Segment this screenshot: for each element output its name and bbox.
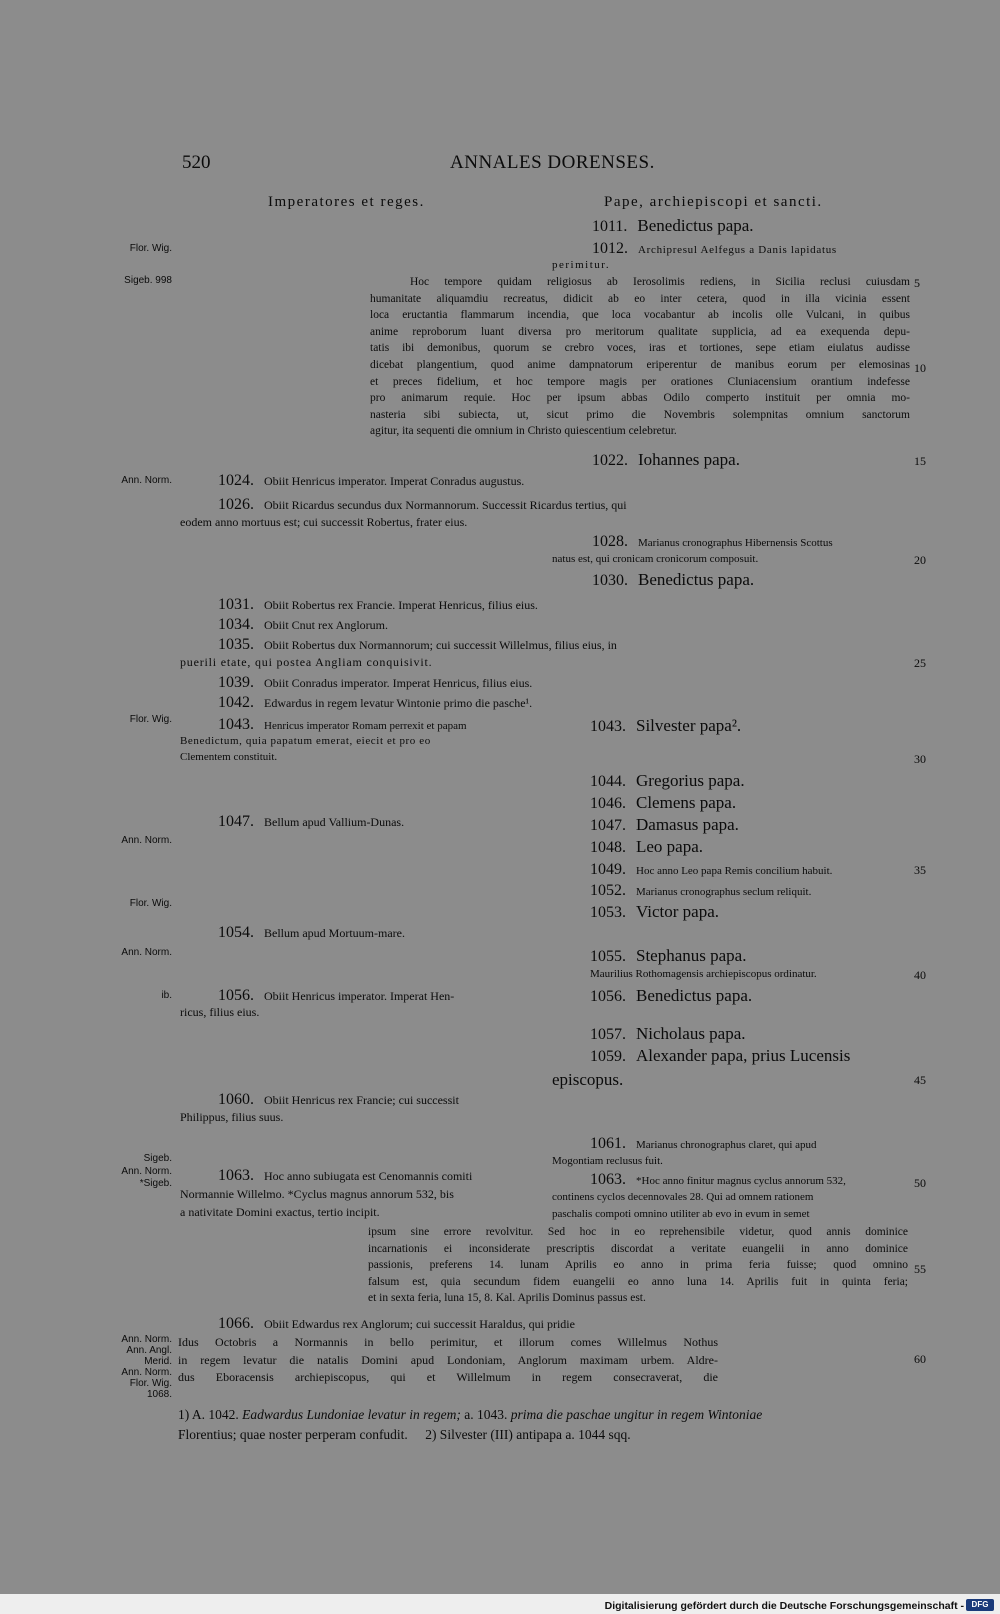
side-note: Ann. Angl. (126, 1345, 172, 1356)
passage-1066: Idus Octobris a Normannis in bello perimitur, et illorum comes Willelmus Nothus in regem levatur die natalis Domini apud Londoniam, Anglorum maximam urbem. Aldre- dus Eboracensis archiepiscopus, qui et Willelmum in regem consecraverat, die (178, 1335, 718, 1384)
entry-1055-cont: Maurilius Rothomagensis archiepiscopus ordinatur. (590, 968, 817, 980)
entry-1043-left-cont: Benedictum, quia papatum emerat, eiecit et pro eo (180, 735, 431, 747)
entry-1012: 1012. Archipresul Aelfegus a Danis lapidatus (592, 240, 837, 257)
entry-1035-cont: puerili etate, qui postea Angliam conquisivit. (180, 655, 433, 669)
column-heading-right: Pape, archiepiscopi et sancti. (604, 194, 823, 210)
entry-1056-right: 1056. Benedictus papa. (590, 986, 753, 1005)
line-number: 20 (914, 553, 926, 567)
entry-1055: 1055. Stephanus papa. (590, 946, 747, 965)
line-number: 10 (914, 361, 926, 375)
entry-1066: 1066. Obiit Edwardus rex Anglorum; cui successit Haraldus, qui pridie (218, 1315, 575, 1332)
entry-1039: 1039. Obiit Conradus imperator. Imperat Henricus, filius eius. (218, 674, 533, 691)
side-note: Flor. Wig. (129, 898, 172, 909)
line-number: 60 (914, 1352, 926, 1366)
entry-1047-right: 1047. Damasus papa. (590, 815, 739, 834)
entry-1059-cont: episcopus. (552, 1070, 624, 1089)
entry-1012-cont: perimitur. (552, 259, 611, 271)
entry-1048: 1048. Leo papa. (590, 837, 704, 856)
entry-1060: 1060. Obiit Henricus rex Francie; cui successit (218, 1091, 459, 1108)
entry-1056-left: 1056. Obiit Henricus imperator. Imperat Hen- (218, 987, 455, 1004)
line-number: 5 (914, 276, 920, 290)
side-note: 1068. (146, 1389, 172, 1400)
entry-1026: 1026. Obiit Ricardus secundus dux Normannorum. Successit Ricardus tertius, qui (218, 496, 627, 513)
side-note: Flor. Wig. (129, 714, 172, 725)
sigebert-passage: Hoc tempore quidam religiosus ab Ierosolimis rediens, in Sicilia reclusi cuiusdam humanitate aliquamdiu recreatus, didicit ab eo inter cetera, quod in illa vicinia essent loca eructantia flammarum incendia, que loca vocabantur ab incolis olle Vulcani, in quibus anime reproborum luant diversa pro meritorum qualitate supplicia, ad ea exequenda depu- tatis ibi demonibus, quorum se crebro voces, iras et tortiones, sepe etiam eiulatus audisse dicebat plangentium, quod anime dampnatorum eriperentur de manibus eorum per elemosinas et preces fidelium, et hoc tempore magis per orationes Cluniacensium orantium indefesse pro animarum requie. Hoc per ipsum abbas Odilo comperto instituit per omnia mo- nasteria sibi subiecta, ut, sicut primo die Novembris solempnitas omnium sanctorum agitur, ita sequenti die omnium in Christo quiescentium celebretur. (370, 276, 910, 438)
entry-1030: 1030. Benedictus papa. (592, 570, 755, 589)
entry-1052: 1052. Marianus cronographus seclum reliquit. (590, 882, 812, 899)
entry-1026-cont: eodem anno mortuus est; cui successit Robertus, frater eius. (180, 515, 468, 529)
entry-1031: 1031. Obiit Robertus rex Francie. Imperat Henricus, filius eius. (218, 596, 538, 613)
entry-1063-left: 1063. Hoc anno subiugata est Cenomannis comiti (218, 1167, 473, 1184)
line-number: 25 (914, 656, 926, 670)
entry-1049: 1049. Hoc anno Leo papa Remis concilium habuit. (590, 861, 833, 878)
page-title: ANNALES DORENSES. (450, 152, 655, 173)
side-note: Flor. Wig. (129, 243, 172, 254)
entry-1042: 1042. Edwardus in regem levatur Wintonie primo die pasche¹. (218, 694, 533, 711)
entry-1056-left-cont: ricus, filius eius. (180, 1005, 260, 1019)
entry-1063-left-cont: a nativitate Domini exactus, tertio incipit. (180, 1205, 380, 1219)
entry-1044: 1044. Gregorius papa. (590, 771, 745, 790)
passage-1063: ipsum sine errore revolvitur. Sed hoc in eo reprehensibile videtur, quod annis dominice incarnationis ei inconsiderate prescriptis discordat a veritate euangelii in anno dominice passionis, preferens 14. lunam Aprilis eo anno in prima feria fuisse; quod omnino falsum est, quia secundum fidem euangelii eo anno luna 14. Aprilis fuit in quinta feria; et in sexta feria, luna 15, 8. Kal. Aprilis Dominus passus est. (368, 1226, 908, 1305)
entry-1061-cont: Mogontiam reclusus fuit. (552, 1155, 663, 1167)
entry-1034: 1034. Obiit Cnut rex Anglorum. (218, 616, 388, 633)
line-number: 40 (914, 968, 926, 982)
entry-1043-left: 1043. Henricus imperator Romam perrexit et papam (218, 716, 467, 733)
dfg-credit: Digitalisierung gefördert durch die Deutsche Forschungsgemeinschaft - (604, 1600, 964, 1612)
entry-1053: 1053. Victor papa. (590, 902, 719, 921)
footnote-line: Florentius; quae noster perperam confudit. 2) Silvester (III) antipapa a. 1044 sqq. (178, 1427, 631, 1442)
side-note: Ann. Norm. (121, 947, 172, 958)
entry-1057: 1057. Nicholaus papa. (590, 1024, 746, 1043)
entry-1059: 1059. Alexander papa, prius Lucensis (590, 1046, 851, 1065)
entry-1060-cont: Philippus, filius suus. (180, 1110, 284, 1124)
entry-1063-right: 1063. *Hoc anno finitur magnus cyclus annorum 532, (590, 1171, 846, 1188)
line-number: 55 (914, 1262, 926, 1276)
side-note: Ann. Norm. (121, 1166, 172, 1177)
side-note: Flor. Wig. (129, 1378, 172, 1389)
line-number: 15 (914, 454, 926, 468)
entry-1011: 1011. Benedictus papa. (592, 216, 754, 235)
line-number: 45 (914, 1073, 926, 1087)
line-number: 35 (914, 863, 926, 877)
entry-1043-left-cont: Clementem constituit. (180, 751, 278, 763)
footnote-line: 1) A. 1042. Eadwardus Lundoniae levatur in regem; a. 1043. prima die paschae ungitur in regem Wintoniae (178, 1407, 763, 1422)
entry-1063-right-cont: continens cyclos decennovales 28. Qui ad omnem rationem (552, 1191, 814, 1203)
entry-1063-left-cont: Normannie Willelmo. *Cyclus magnus annorum 532, bis (180, 1187, 454, 1201)
side-note: Merid. (144, 1356, 172, 1367)
entry-1063-right-cont: paschalis compoti omnino utiliter ab evo in evum in semet (552, 1208, 810, 1220)
entry-1028: 1028. Marianus cronographus Hibernensis Scottus (592, 533, 833, 550)
side-note: Ann. Norm. (121, 475, 172, 486)
line-number: 50 (914, 1176, 926, 1190)
entry-1046: 1046. Clemens papa. (590, 793, 737, 812)
entry-1054: 1054. Bellum apud Mortuum-mare. (218, 924, 405, 941)
entry-1035: 1035. Obiit Robertus dux Normannorum; cui successit Willelmus, filius eius, in (218, 636, 617, 653)
side-note: Sigeb. (143, 1153, 172, 1164)
entry-1028-cont: natus est, qui cronicam cronicorum composuit. (552, 553, 759, 565)
page-number: 520 (182, 152, 211, 173)
side-note: Sigeb. 998 (124, 275, 172, 286)
entry-1047-left: 1047. Bellum apud Vallium-Dunas. (218, 813, 405, 830)
side-note: *Sigeb. (139, 1178, 172, 1189)
side-note: ib. (161, 990, 172, 1001)
side-note: Ann. Norm. (121, 1367, 172, 1378)
column-heading-left: Imperatores et reges. (268, 194, 425, 210)
line-number: 30 (914, 752, 926, 766)
entry-1022: 1022. Iohannes papa. (592, 450, 740, 469)
entry-1061: 1061. Marianus chronographus claret, qui apud (590, 1135, 817, 1152)
side-note: Ann. Norm. (121, 1334, 172, 1345)
entry-1024: 1024. Obiit Henricus imperator. Imperat Conradus augustus. (218, 472, 525, 489)
entry-1043-right: 1043. Silvester papa². (590, 716, 742, 735)
side-note: Ann. Norm. (121, 835, 172, 846)
dfg-logo: DFG (966, 1599, 994, 1611)
